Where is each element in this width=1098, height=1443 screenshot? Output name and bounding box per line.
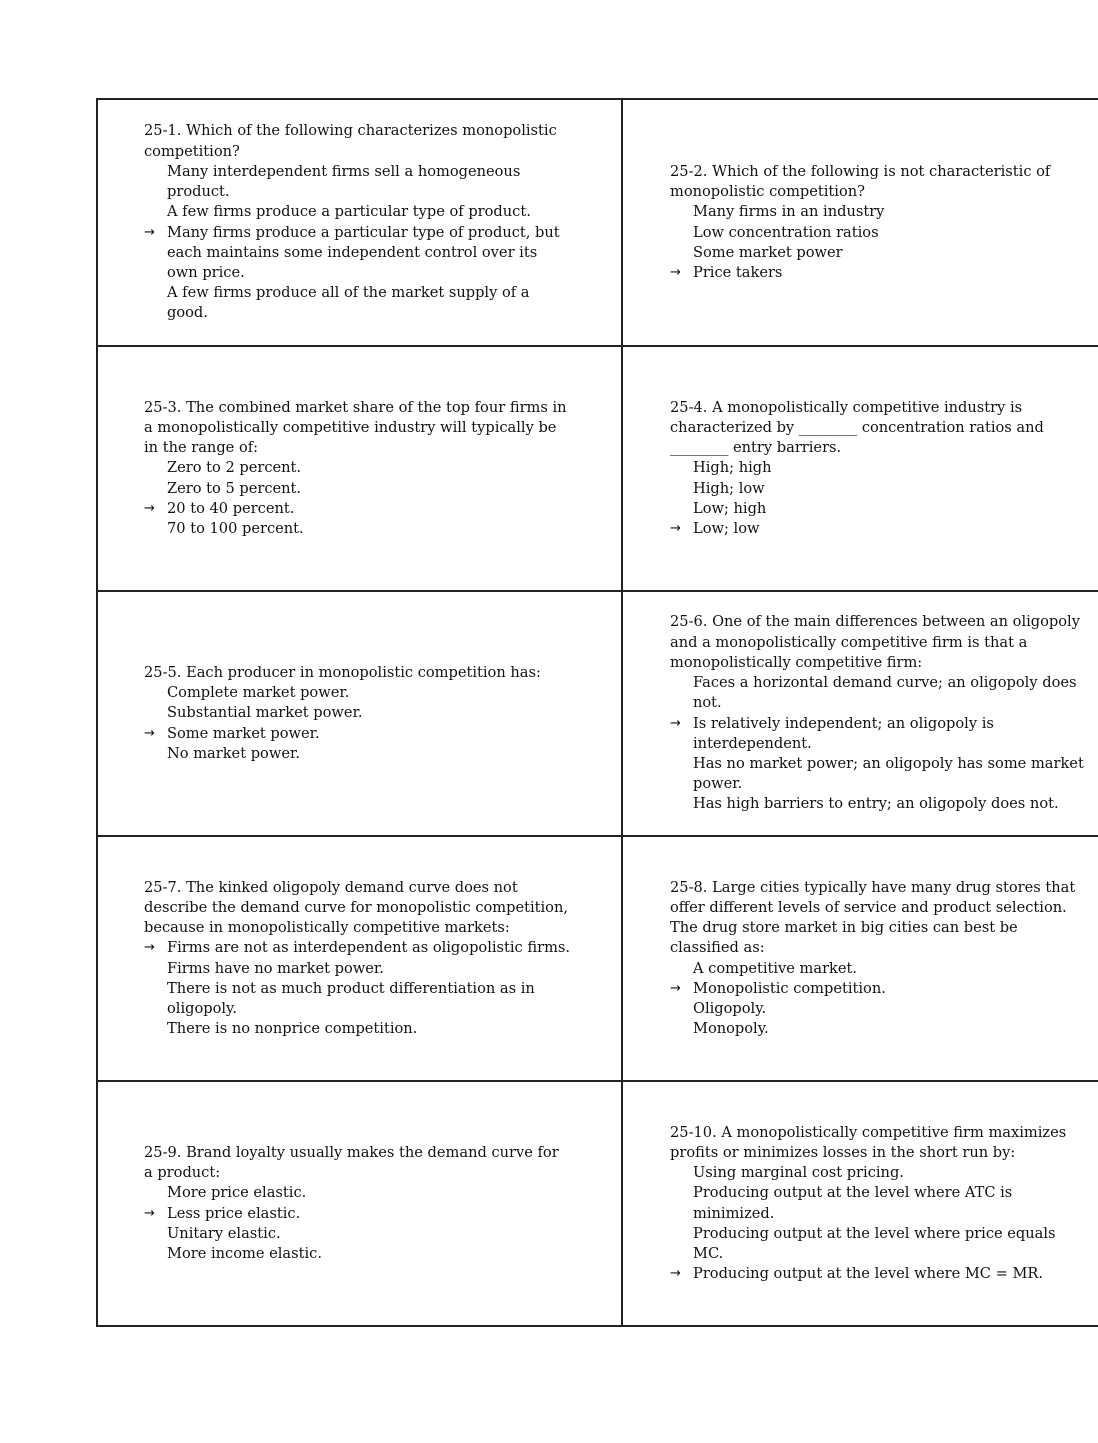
question-text: 25-3. The combined market share of the top four firms in a monopolistically competitive industry will typically be in the range of: xyxy=(144,398,567,457)
answer-option-text: Low; high xyxy=(693,499,767,517)
answer-option-text: Monopoly. xyxy=(693,1020,769,1038)
answer-option-text: Faces a horizontal demand curve; an oligopoly does not. xyxy=(693,674,1077,712)
answer-option xyxy=(670,223,1090,243)
answer-option-text: Substantial market power. xyxy=(167,704,363,722)
card-row xyxy=(98,592,1098,837)
right-arrow-icon: → xyxy=(670,1266,681,1282)
answer-option-text: High; high xyxy=(693,459,772,477)
card-row xyxy=(98,1082,1098,1327)
answer-option-text: High; low xyxy=(693,479,765,497)
answer-option xyxy=(144,458,571,478)
answer-option xyxy=(144,1183,571,1203)
answer-option xyxy=(670,458,1090,478)
answer-option-text: There is no nonprice competition. xyxy=(167,1020,418,1038)
answer-option xyxy=(670,794,1090,814)
answer-option xyxy=(144,202,571,222)
answer-option xyxy=(670,499,1090,519)
answer-option-text: A few firms produce all of the market supply of a good. xyxy=(167,284,530,322)
question-card xyxy=(670,1123,1070,1285)
answer-option xyxy=(670,999,1090,1019)
answer-option-correct xyxy=(144,499,571,519)
answer-option-text: Some market power. xyxy=(167,724,320,742)
right-arrow-icon: → xyxy=(144,725,155,741)
answer-option xyxy=(670,479,1090,499)
card-cell xyxy=(623,1082,1098,1325)
answer-option-text: Low; low xyxy=(693,520,760,537)
answer-option-text: Many firms produce a particular type of product, but each maintains some independent control over its own price. xyxy=(167,223,560,281)
card-cell xyxy=(623,100,1098,345)
answer-option-text: More price elastic. xyxy=(167,1184,307,1202)
answer-option xyxy=(670,243,1090,263)
right-arrow-icon: → xyxy=(144,940,155,956)
answer-option-text: There is not as much product differentiation as in oligopoly. xyxy=(167,979,535,1017)
question-text: 25-2. Which of the following is not characteristic of monopolistic competition? xyxy=(670,162,1051,201)
answer-option-correct xyxy=(670,263,1090,283)
question-text: 25-7. The kinked oligopoly demand curve does not describe the demand curve for monopolistic competition, because in monopolistically competitive markets: xyxy=(144,878,568,937)
card-cell xyxy=(98,592,623,835)
right-arrow-icon: → xyxy=(670,980,681,996)
question-card xyxy=(670,398,1070,539)
card-cell xyxy=(623,592,1098,835)
answer-option-correct xyxy=(670,1264,1090,1284)
answer-option-text: Complete market power. xyxy=(167,684,350,702)
answer-option xyxy=(670,202,1090,222)
answer-option xyxy=(670,673,1090,713)
question-card xyxy=(144,121,571,323)
answer-option-text: No market power. xyxy=(167,744,300,762)
answer-option-text: Low concentration ratios xyxy=(693,223,879,241)
card-row xyxy=(98,347,1098,592)
answer-option xyxy=(144,1244,571,1264)
answer-option-text: Firms are not as interdependent as oligopolistic firms. xyxy=(167,939,571,957)
answer-option xyxy=(670,1163,1090,1183)
right-arrow-icon: → xyxy=(144,224,155,240)
answer-option-text: Monopolistic competition. xyxy=(693,979,886,997)
question-text: 25-9. Brand loyalty usually makes the demand curve for a product: xyxy=(144,1143,559,1182)
answer-option-text: Has high barriers to entry; an oligopoly does not. xyxy=(693,795,1059,813)
answer-option xyxy=(670,959,1090,979)
right-arrow-icon: → xyxy=(144,1205,155,1221)
card-row xyxy=(98,100,1098,347)
answer-option-text: Less price elastic. xyxy=(167,1204,301,1222)
answer-option-correct xyxy=(670,714,1090,754)
answer-option-text: Zero to 5 percent. xyxy=(167,479,302,497)
answer-option-text: A few firms produce a particular type of product. xyxy=(167,203,531,221)
answer-option xyxy=(144,979,571,1019)
question-text: 25-8. Large cities typically have many drug stores that offer different levels of service and product selection. The drug store market in big cities can best be classified as: xyxy=(670,878,1076,957)
question-text: 25-5. Each producer in monopolistic competition has: xyxy=(144,663,541,681)
answer-option-correct xyxy=(144,724,571,744)
question-text: 25-6. One of the main differences between an oligopoly and a monopolistically competitive firm is that a monopolistically competitive firm: xyxy=(670,613,1080,671)
answer-option xyxy=(670,1019,1090,1039)
answer-option-text: A competitive market. xyxy=(693,959,858,977)
card-cell xyxy=(98,1082,623,1325)
question-card xyxy=(670,878,1076,1040)
card-cell xyxy=(623,347,1098,590)
answer-option-text: Producing output at the level where ATC is minimized. xyxy=(693,1184,1013,1222)
answer-option-correct xyxy=(670,519,1090,539)
question-card xyxy=(144,398,571,539)
right-arrow-icon: → xyxy=(670,521,681,536)
card-cell xyxy=(98,837,623,1080)
question-card xyxy=(670,612,1084,814)
question-card xyxy=(144,663,571,764)
answer-option xyxy=(670,1183,1090,1223)
answer-option xyxy=(144,703,571,723)
answer-option-correct xyxy=(670,979,1090,999)
question-text: 25-10. A monopolistically competitive firm maximizes profits or minimizes losses in the short run by: xyxy=(670,1123,1067,1161)
answer-option-text: Producing output at the level where MC = MR. xyxy=(693,1265,1044,1283)
card-cell xyxy=(98,347,623,590)
answer-option-text: Producing output at the level where price equals MC. xyxy=(693,1224,1056,1262)
right-arrow-icon: → xyxy=(144,500,155,516)
right-arrow-icon: → xyxy=(670,264,681,280)
answer-option-correct xyxy=(144,223,571,284)
right-arrow-icon: → xyxy=(670,715,681,731)
answer-option xyxy=(144,959,571,979)
answer-option-correct xyxy=(144,1204,571,1224)
card-row xyxy=(98,837,1098,1082)
answer-option xyxy=(144,479,571,499)
card-cell xyxy=(623,837,1098,1080)
answer-option xyxy=(144,162,571,202)
flashcard-grid xyxy=(96,98,1098,1327)
answer-option xyxy=(670,754,1090,794)
answer-option-text: Price takers xyxy=(693,263,783,281)
answer-option-text: 70 to 100 percent. xyxy=(167,520,304,537)
answer-option xyxy=(670,1224,1090,1264)
question-card xyxy=(144,1143,571,1264)
answer-option-text: More income elastic. xyxy=(167,1244,322,1262)
answer-option-text: Has no market power; an oligopoly has some market power. xyxy=(693,754,1084,793)
answer-option xyxy=(144,1224,571,1244)
answer-option-text: Using marginal cost pricing. xyxy=(693,1164,904,1182)
answer-option xyxy=(144,744,571,764)
question-card xyxy=(670,162,1070,283)
answer-option-text: Is relatively independent; an oligopoly is interdependent. xyxy=(693,714,994,752)
answer-option xyxy=(144,283,571,323)
answer-option xyxy=(144,519,571,539)
answer-option-text: 20 to 40 percent. xyxy=(167,499,295,517)
answer-option-text: Oligopoly. xyxy=(693,999,767,1017)
answer-option-text: Zero to 2 percent. xyxy=(167,459,302,477)
question-text: 25-4. A monopolistically competitive industry is characterized by ________ concentration ratios and ________ entry barriers. xyxy=(670,398,1044,457)
answer-option xyxy=(144,1019,571,1039)
answer-option-correct xyxy=(144,938,571,958)
answer-option-text: Many firms in an industry xyxy=(693,203,885,221)
question-card xyxy=(144,878,571,1040)
answer-option xyxy=(144,683,571,703)
answer-option-text: Some market power xyxy=(693,243,843,261)
card-cell xyxy=(98,100,623,345)
answer-option-text: Many interdependent firms sell a homogeneous product. xyxy=(167,162,521,201)
answer-option-text: Firms have no market power. xyxy=(167,959,384,977)
answer-option-text: Unitary elastic. xyxy=(167,1224,281,1242)
question-text: 25-1. Which of the following characterizes monopolistic competition? xyxy=(144,122,557,160)
